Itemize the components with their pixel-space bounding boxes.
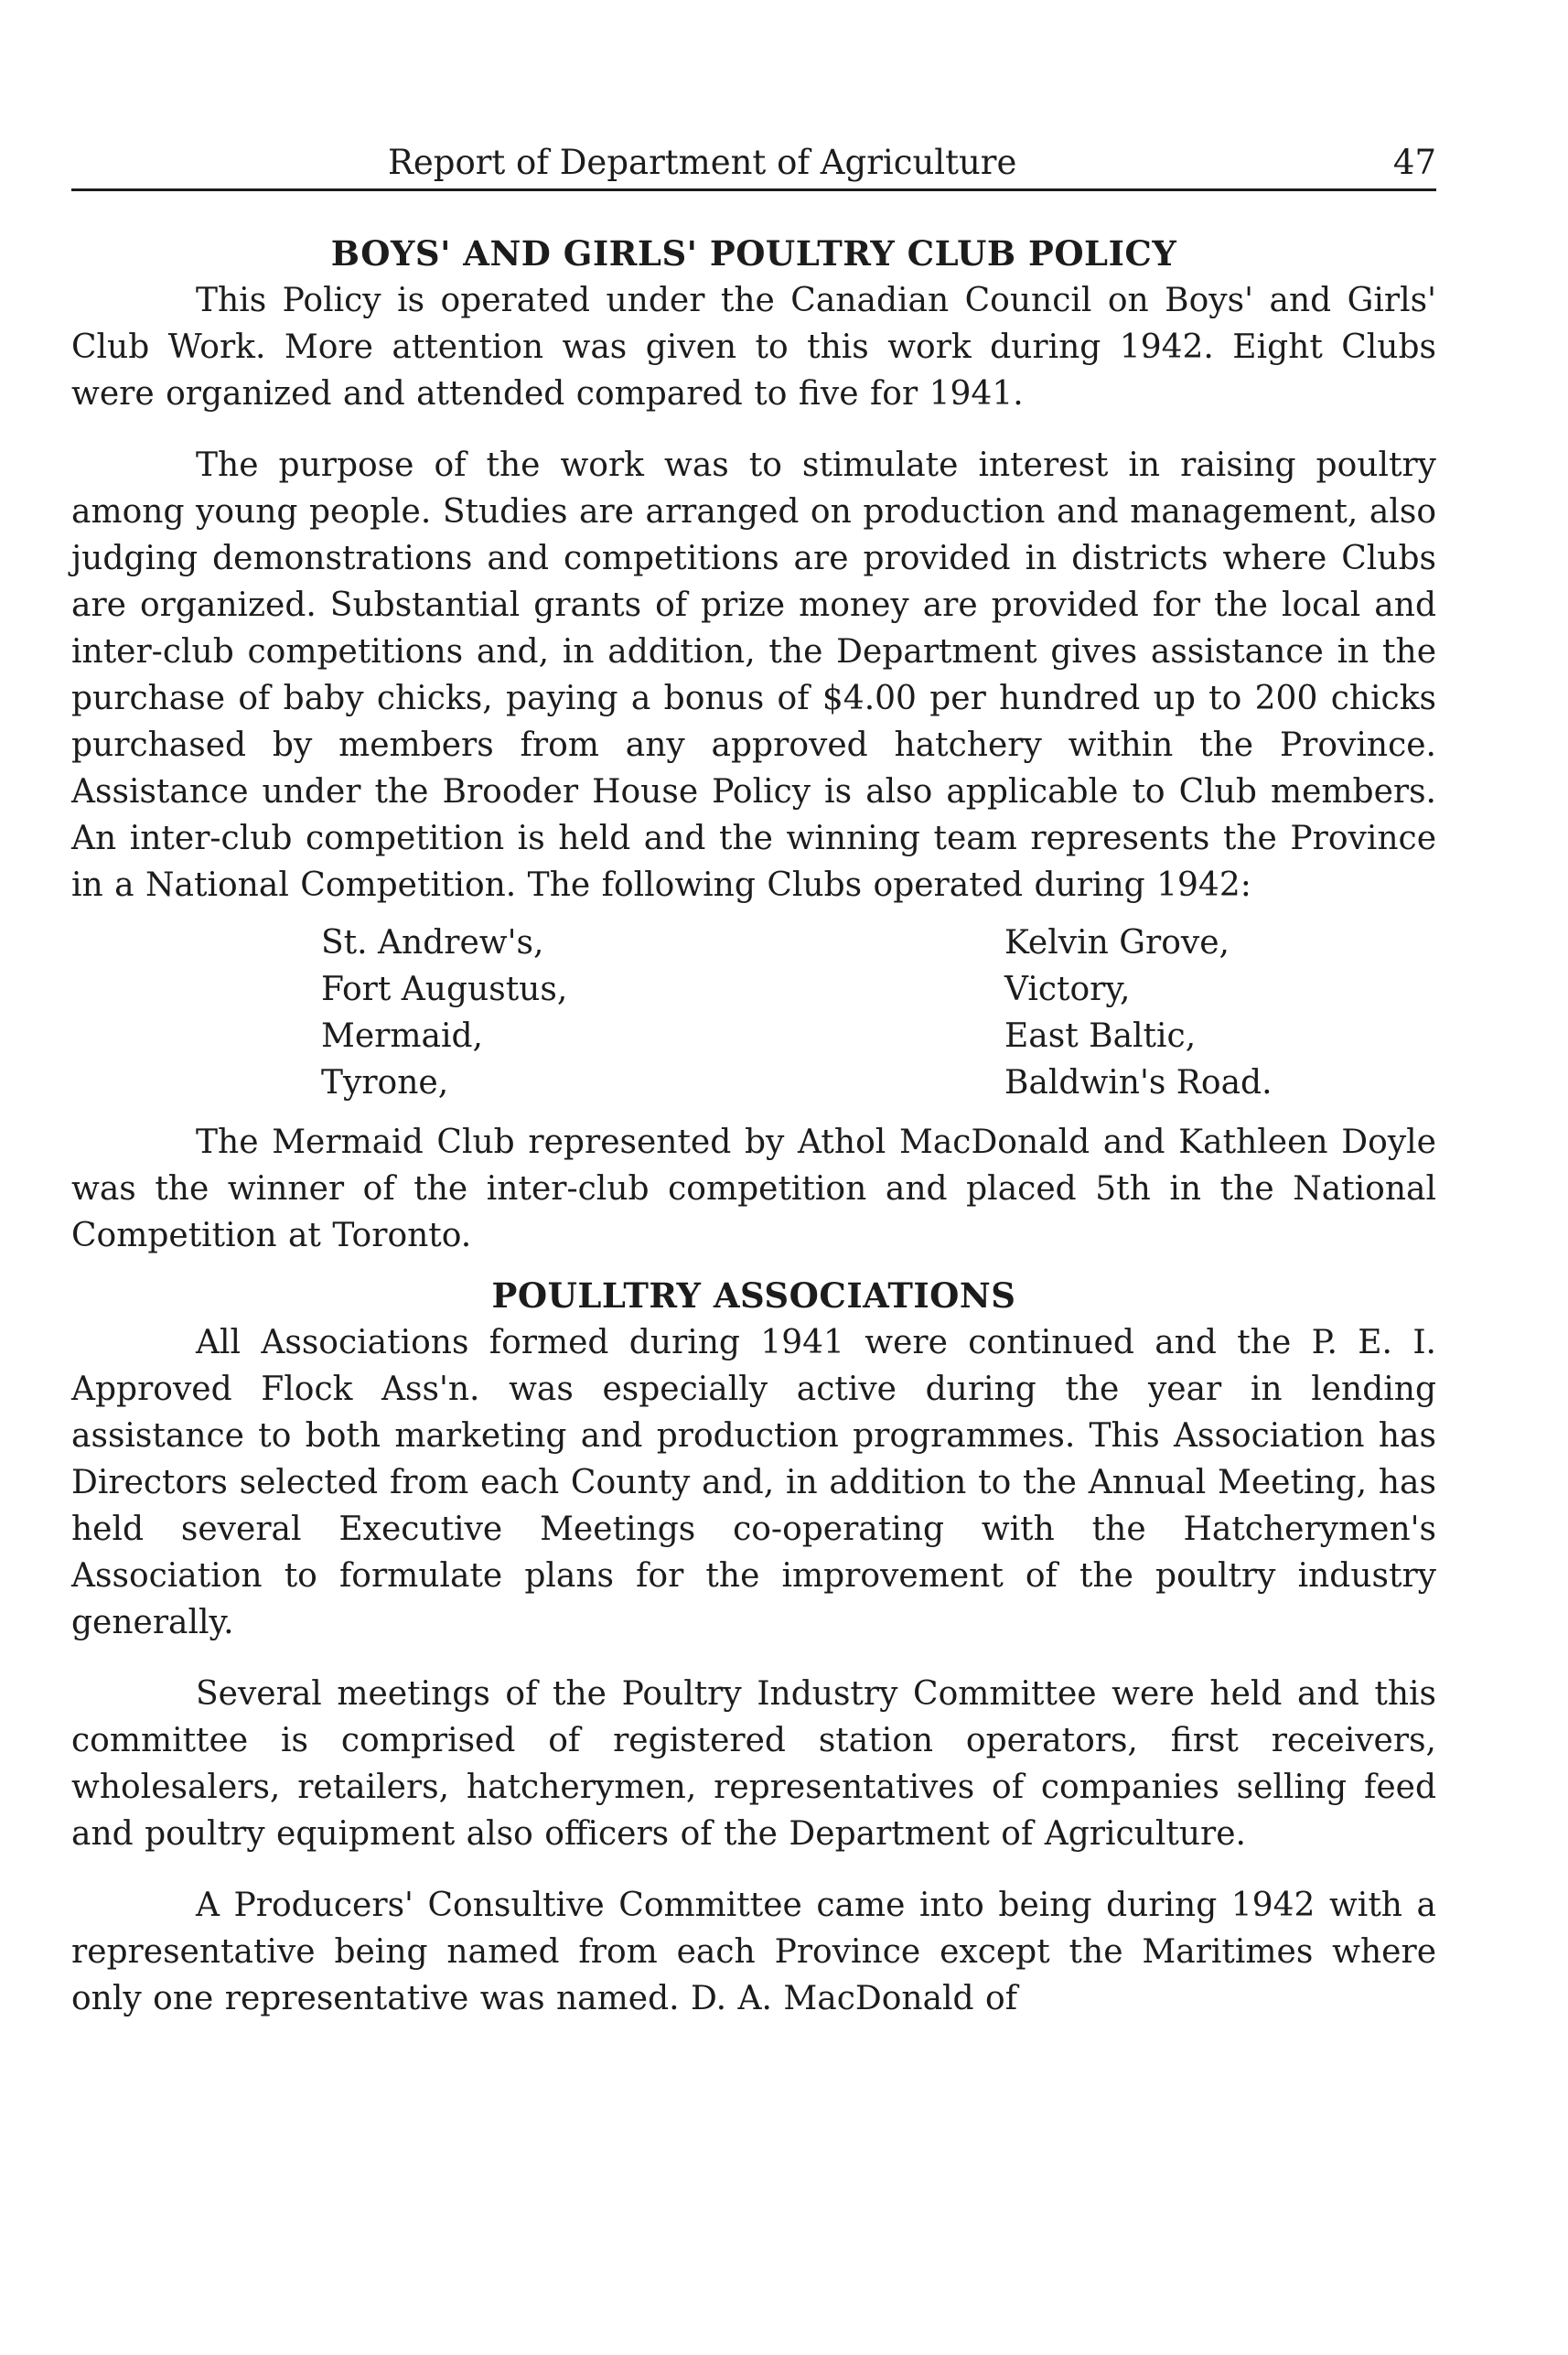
club-list-item: Tyrone, [321, 1064, 449, 1102]
club-list-item: Victory, [1004, 971, 1131, 1008]
section-title-poultry-club-policy: BOYS' AND GIRLS' POULTRY CLUB POLICY [330, 233, 1177, 274]
club-list-left-column [321, 919, 1004, 1106]
club-list-item: St. Andrew's, [321, 924, 544, 962]
paragraph-policy-intro: This Policy is operated under the Canadian Council on Boys' and Girls' Club Work. More attention was given to this work during 1942. Eight Clubs were organized and attended compared to five for 1941. [71, 282, 1436, 413]
club-list-right-column [1004, 919, 1389, 1106]
club-list-item: Mermaid, [321, 1017, 483, 1055]
club-list-item: Fort Augustus, [321, 971, 568, 1008]
section-title-poultry-associations: POULLTRY ASSOCIATIONS [491, 1275, 1016, 1316]
paragraph-associations: All Associations formed during 1941 were continued and the P. E. I. Approved Flock Ass'n. was especially active during the year in lending assistance to both marketing and production programmes. This Association has Directors selected from each County and, in addition to the Annual Meeting, has held several Executive Meetings co-operating with the Hatcherymen's Association to formulate plans for the improvement of the poultry industry generally. [71, 1324, 1436, 1641]
club-list-item: Kelvin Grove, [1004, 924, 1230, 962]
paragraph-poultry-industry-committee: Several meetings of the Poultry Industry Committee were held and this committee is comprised of registered station operators, first receivers, wholesalers, retailers, hatcherymen, representatives of companies selling feed and poultry equipment also officers of the Department of Agriculture. [71, 1675, 1436, 1853]
paragraph-club-purpose: The purpose of the work was to stimulate interest in raising poultry among young people. Studies are arranged on production and management, also judging demonstrations and competitions are provided in districts where Clubs are organized. Substantial grants of prize money are provided for the local and inter-club competitions and, in addition, the Department gives assistance in the purchase of baby chicks, paying a bonus of $4.00 per hundred up to 200 chicks purchased by members from any approved hatchery within the Province. Assistance under the Brooder House Policy is also applicable to Club members. An inter-club competition is held and the winning team represents the Province in a National Competition. The following Clubs operated during 1942: [71, 446, 1436, 904]
document-page [71, 137, 1436, 2022]
page-number: 47 [1392, 143, 1436, 182]
club-list-item: Baldwin's Road. [1004, 1064, 1273, 1102]
header-title: Report of Department of Agriculture [388, 143, 1017, 182]
club-list-item: East Baltic, [1004, 1017, 1197, 1055]
paragraph-mermaid-club-winner: The Mermaid Club represented by Athol MacDonald and Kathleen Doyle was the winner of the inter-club competition and placed 5th in the National Competition at Toronto. [71, 1124, 1436, 1254]
club-list [71, 919, 1436, 1106]
paragraph-producers-consultive-committee: A Producers' Consultive Committee came into being during 1942 with a representative being named from each Province except the Maritimes where only one representative was named. D. A. MacDonald of [71, 1887, 1436, 2017]
running-header [71, 137, 1436, 191]
